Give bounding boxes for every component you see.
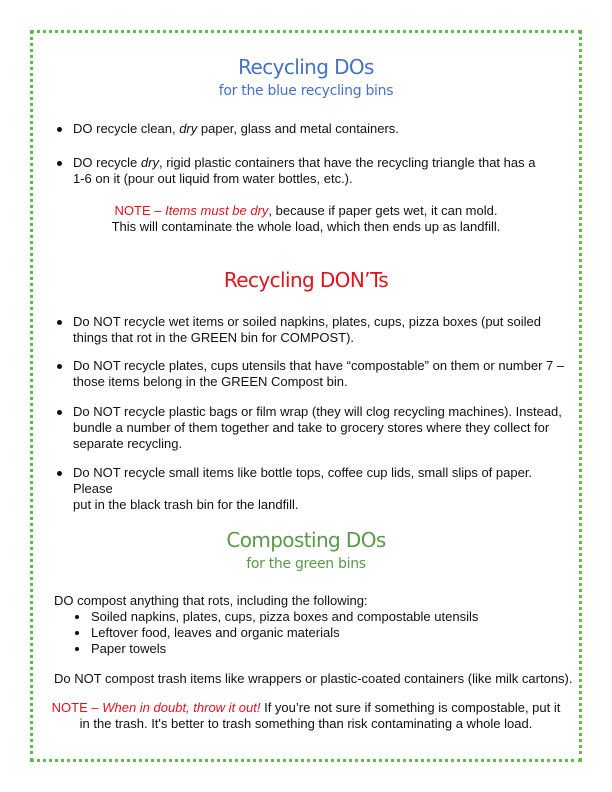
composting-item-3: Paper towels [91, 641, 167, 656]
line: Do NOT recycle wet items or soiled napkins, plates, cups, pizza boxes (put soiled [73, 314, 541, 329]
recycling-donts-item-2 [73, 358, 573, 390]
note-italic: Items must be dry [165, 203, 269, 218]
text-span-italic: dry [140, 155, 159, 170]
composting-dont: Do NOT compost trash items like wrappers or plastic-coated containers (like milk cartons). [54, 671, 573, 686]
composting-item-1: Soiled napkins, plates, cups, pizza boxes and compostable utensils [91, 609, 479, 624]
recycling-note [40, 203, 572, 235]
bullet-icon [57, 465, 65, 481]
recycling-donts-item-4 [73, 465, 573, 513]
text-span: , because if paper gets wet, it can mold. [268, 203, 498, 218]
text-span: , rigid plastic containers that have the recycling triangle that has a [158, 155, 536, 170]
recycling-donts-title: Recycling DON’Ts [223, 268, 389, 292]
composting-intro: DO compost anything that rots, including the following: [54, 593, 368, 608]
composting-dos-title: Composting DOs [226, 528, 386, 552]
line [73, 155, 573, 171]
text-span: DO recycle clean, [73, 121, 180, 136]
bullet-icon [57, 404, 65, 420]
note-label: NOTE – [51, 700, 103, 715]
recycling-dos-title: Recycling DOs [238, 55, 374, 79]
composting-dos-subtitle: for the green bins [246, 556, 366, 572]
recycling-donts-item-1 [73, 314, 573, 346]
bullet-icon [57, 155, 65, 171]
line: separate recycling. [73, 436, 183, 451]
line: Do NOT recycle plates, cups utensils that have “compostable” on them or number 7 – [73, 358, 565, 373]
line: put in the black trash bin for the landfill. [73, 497, 299, 512]
recycling-donts-item-3 [73, 404, 573, 452]
line: Do NOT recycle small items like bottle tops, coffee cup lids, small slips of paper. Please [73, 465, 533, 496]
recycling-dos-item-1 [73, 121, 573, 137]
bullet-icon [75, 625, 83, 641]
composting-note [40, 700, 572, 732]
line [40, 203, 572, 219]
line: things that rot in the GREEN bin for COMPOST). [73, 330, 355, 345]
line [40, 700, 572, 716]
bullet-icon [57, 121, 65, 137]
line: in the trash. It's better to trash something than risk contaminating a whole load. [79, 716, 533, 731]
bullet-icon [57, 358, 65, 374]
text-span-italic: dry [179, 121, 198, 136]
recycling-dos-subtitle: for the blue recycling bins [218, 83, 394, 99]
bullet-icon [75, 641, 83, 657]
recycling-dos-item-2 [73, 155, 573, 187]
text-span: paper, glass and metal containers. [197, 121, 399, 136]
line: Do NOT recycle plastic bags or film wrap (they will clog recycling machines). Instead, [73, 404, 562, 419]
line: 1-6 on it (pour out liquid from water bottles, etc.). [73, 171, 353, 186]
line: those items belong in the GREEN Compost bin. [73, 374, 348, 389]
note-label: NOTE – [114, 203, 166, 218]
note-italic: When in doubt, throw it out! [102, 700, 261, 715]
bullet-icon [75, 609, 83, 625]
composting-item-2: Leftover food, leaves and organic materials [91, 625, 340, 640]
line: This will contaminate the whole load, which then ends up as landfill. [111, 219, 501, 234]
text-span: If you’re not sure if something is compostable, put it [260, 700, 561, 715]
text-span: DO recycle [73, 155, 141, 170]
bullet-icon [57, 314, 65, 330]
line: bundle a number of them together and take to grocery stores where they collect for [73, 420, 550, 435]
